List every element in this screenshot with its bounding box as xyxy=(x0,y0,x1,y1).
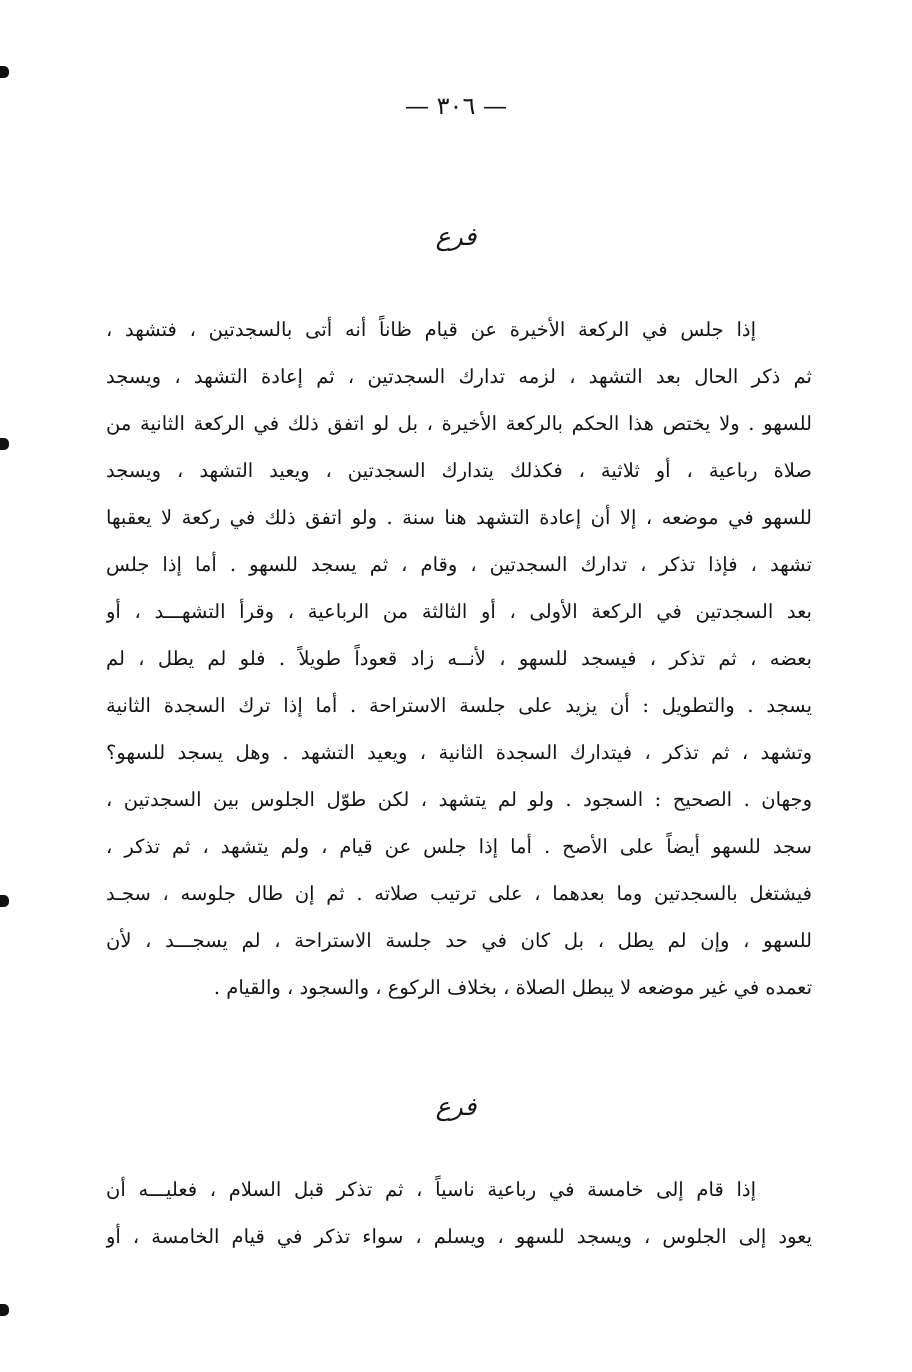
text-line: صلاة رباعية ، أو ثلاثية ، فكذلك يتدارك السجدتين ، ويعيد التشهد ، ويسجد xyxy=(106,459,812,482)
text-line: إذا جلس في الركعة الأخيرة عن قيام ظاناً أنه أتى بالسجدتين ، فتشهد ، xyxy=(106,318,756,341)
paragraph xyxy=(106,1166,812,1260)
text-line: بعد السجدتين في الركعة الأولى ، أو الثالثة من الرباعية ، وقرأ التشهـــد ، أو xyxy=(106,600,812,623)
text-line: يعود إلى الجلوس ، ويسجد للسهو ، ويسلم ، سواء تذكر في قيام الخامسة ، أو xyxy=(106,1225,812,1248)
text-line: للسهو في موضعه ، إلا أن إعادة التشهد هنا سنة . ولو اتفق ذلك في ركعة لا يعقبها xyxy=(106,506,812,529)
text-line: للسهو . ولا يختص هذا الحكم بالركعة الأخيرة ، بل لو اتفق ذلك في الركعة الثانية من xyxy=(106,412,812,435)
text-line: وجهان . الصحيح : السجود . ولو لم يتشهد ، لكن طوّل الجلوس بين السجدتين ، xyxy=(106,788,812,811)
text-line: يسجد . والتطويل : أن يزيد على جلسة الاستراحة . أما إذا ترك السجدة الثانية xyxy=(106,694,812,717)
text-line: فيشتغل بالسجدتين وما بعدهما ، على ترتيب صلاته . ثم إن طال جلوسه ، سجـد xyxy=(106,882,812,905)
text-line: إذا قام إلى خامسة في رباعية ناسياً ، ثم تذكر قبل السلام ، فعليـــه أن xyxy=(106,1178,756,1201)
text-line: سجد للسهو أيضاً على الأصح . أما إذا جلس عن قيام ، ولم يتشهد ، ثم تذكر ، xyxy=(106,835,812,858)
page-number: — ٣٠٦ — xyxy=(405,92,507,120)
text-line: تشهد ، فإذا تذكر ، تدارك السجدتين ، وقام ، ثم يسجد للسهو . أما إذا جلس xyxy=(106,553,812,576)
text-line: ثم ذكر الحال بعد التشهد ، لزمه تدارك السجدتين ، ثم إعادة التشهد ، ويسجد xyxy=(106,365,812,388)
text-line: وتشهد ، ثم تذكر ، فيتدارك السجدة الثانية ، ويعيد التشهد . وهل يسجد للسهو؟ xyxy=(106,741,812,764)
section-heading: فرع xyxy=(435,222,477,251)
text-line: بعضه ، ثم تذكر ، فيسجد للسهو ، لأنــه زاد قعوداً طويلاً . فلو لم يطل ، لم xyxy=(106,647,812,670)
binding-mark xyxy=(0,66,9,78)
text-line: للسهو ، وإن لم يطل ، بل كان في حد جلسة الاستراحة ، لم يسجـــد ، لأن xyxy=(106,929,812,952)
binding-mark xyxy=(0,895,9,907)
section-heading: فرع xyxy=(435,1092,477,1121)
binding-mark xyxy=(0,438,9,450)
text-line: تعمده في غير موضعه لا يبطل الصلاة ، بخلاف الركوع ، والسجود ، والقيام . xyxy=(213,976,812,999)
binding-mark xyxy=(0,1304,9,1316)
paragraph xyxy=(106,306,812,1011)
